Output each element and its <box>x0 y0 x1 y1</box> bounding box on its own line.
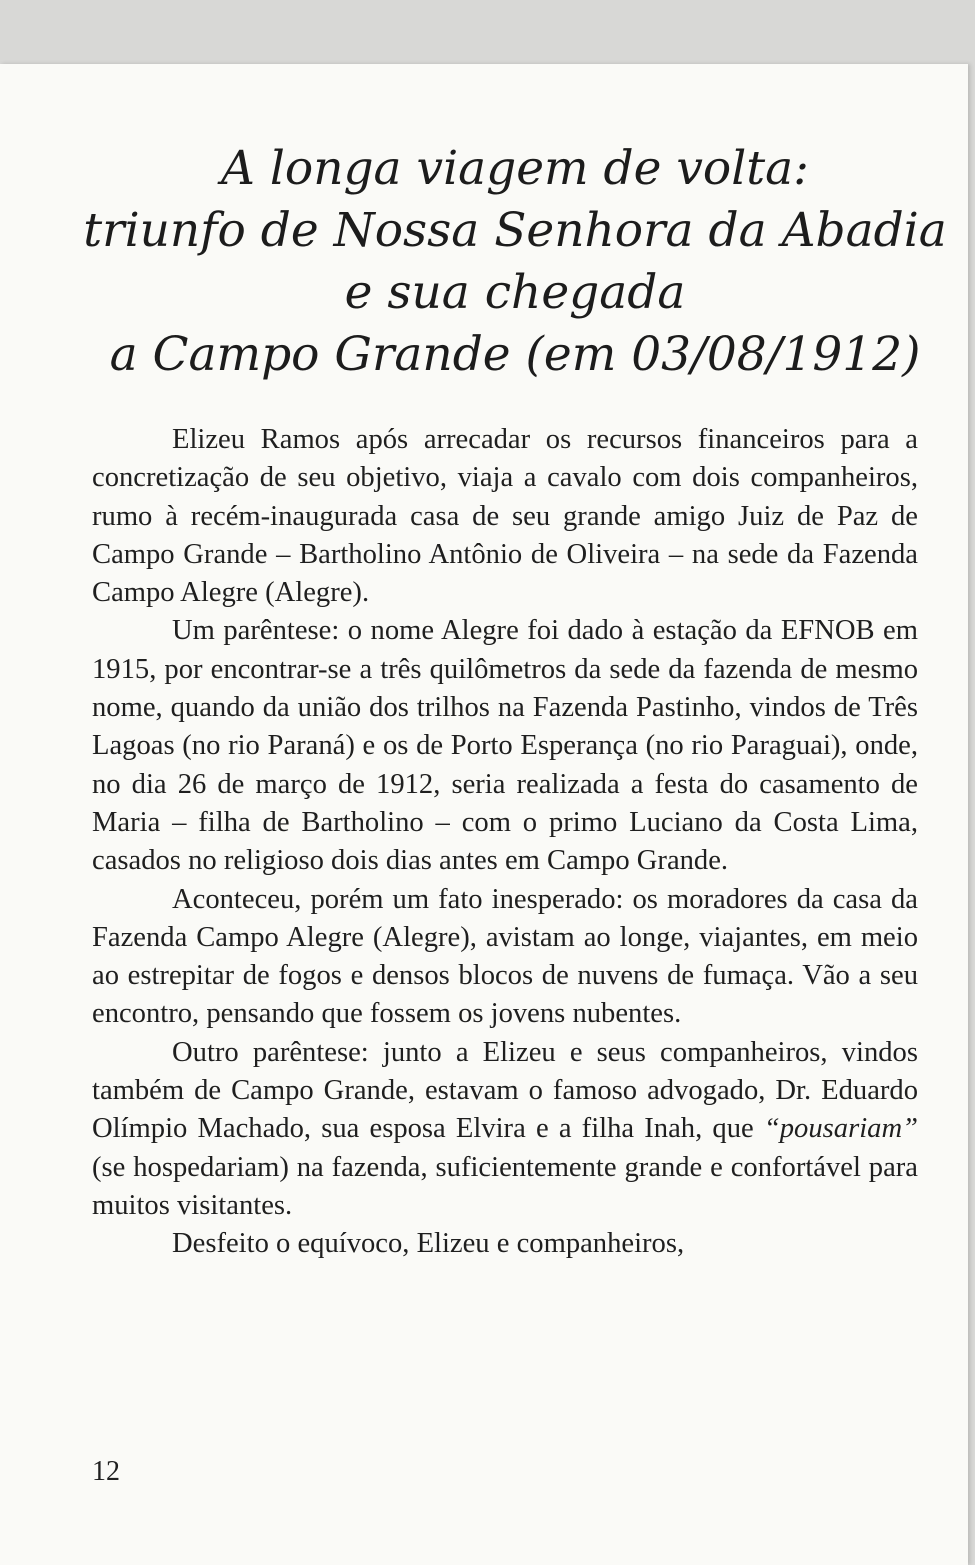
page-number: 12 <box>92 1456 120 1487</box>
paragraph-4-text-before: Outro parêntese: junto a Elizeu e seus companheiros, vindos também de Campo Grande, estavam o famoso advogado, Dr. Eduardo Olímpio Machado, sua esposa Elvira e a filha Inah, que <box>92 1036 918 1145</box>
chapter-title-line-4: a Campo Grande (em 03/08/1912) <box>109 327 921 382</box>
chapter-title <box>60 138 970 386</box>
chapter-title-line-2: triunfo de Nossa Senhora da Abadia <box>83 203 947 258</box>
chapter-title-line-1: A longa viagem de volta: <box>220 141 809 196</box>
body-text <box>92 421 918 1264</box>
paragraph-4-italic-word: “pousariam” <box>763 1113 918 1145</box>
chapter-title-line-3: e sua chegada <box>344 265 686 320</box>
paragraph-3: Aconteceu, porém um fato inesperado: os moradores da casa da Fazenda Campo Alegre (Alegre), avistam ao longe, viajantes, em meio ao estrepitar de fogos e densos blocos de nuvens de fumaça. Vão a seu encontro, pensando que fossem os jovens nubentes. <box>92 883 918 1030</box>
paragraph-5: Desfeito o equívoco, Elizeu e companheiros, <box>172 1228 685 1260</box>
paragraph-2: Um parêntese: o nome Alegre foi dado à estação da EFNOB em 1915, por encontrar-se a três quilômetros da sede da fazenda de mesmo nome, quando da união dos trilhos na Fazenda Pastinho, vindos de Três Lagoas (no rio Paraná) e os de Porto Esperança (no rio Paraguai), onde, no dia 26 de março de 1912, seria realizada a festa do casamento de Maria – filha de Bartholino – com o primo Luciano da Costa Lima, casados no religioso dois dias antes em Campo Grande. <box>92 615 918 877</box>
paragraph-4-text-after: (se hospedariam) na fazenda, suficientemente grande e confortável para muitos visitantes. <box>92 1151 918 1221</box>
paragraph-1: Elizeu Ramos após arrecadar os recursos financeiros para a concretização de seu objetivo, viaja a cavalo com dois companheiros, rumo à recém-inaugurada casa de seu grande amigo Juiz de Paz de Campo Grande – Bartholino Antônio de Oliveira – na sede da Fazenda Campo Alegre (Alegre). <box>92 424 918 609</box>
paragraph-4 <box>92 1034 918 1225</box>
